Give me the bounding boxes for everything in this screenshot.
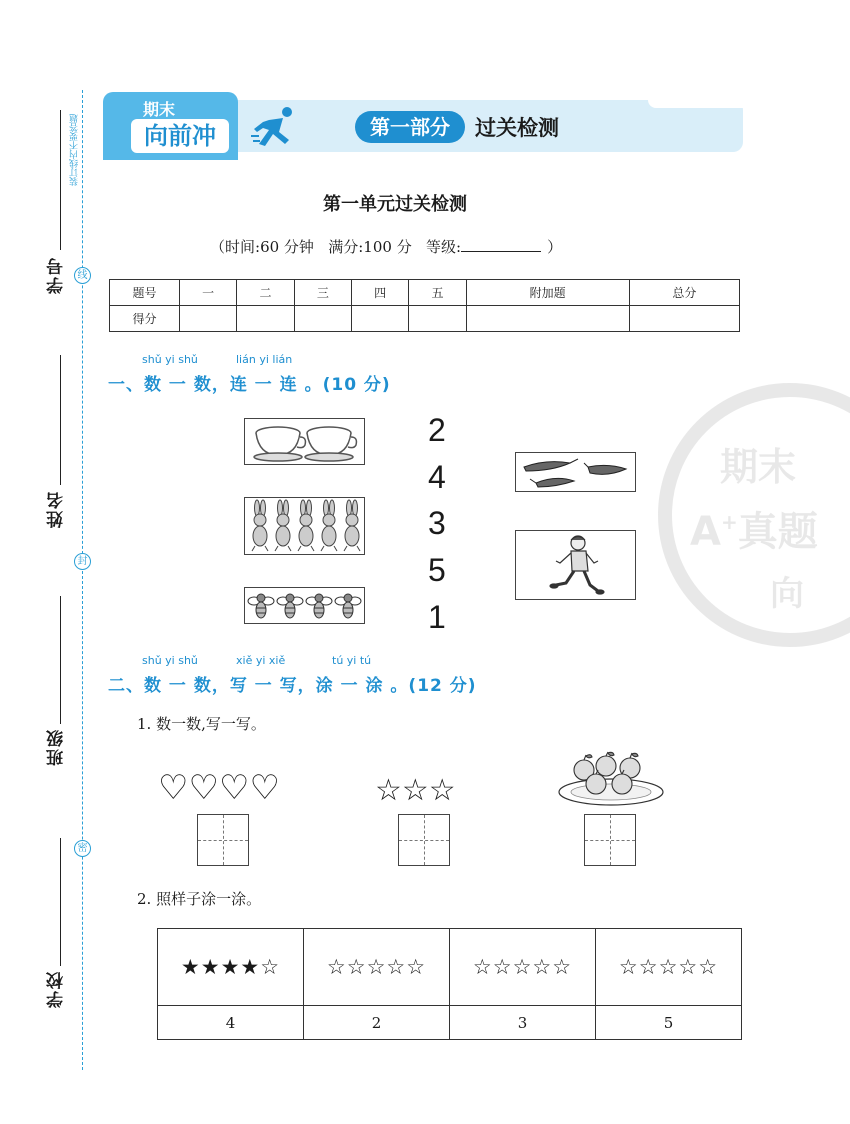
page-title: 第一单元过关检测 [323,194,467,215]
watermark-text: 向 [770,574,804,614]
apples-plate-picture [556,752,666,808]
answer-box[interactable] [197,814,249,866]
example-stars: ★★★★☆ [158,929,304,1006]
banner-title: 过关检测 [475,116,559,140]
score-cell[interactable] [237,306,294,332]
pinyin-annotation: tú yi tú [332,654,372,667]
score-cell[interactable] [294,306,351,332]
stars-picture: ☆☆☆ [375,773,456,808]
header-banner [103,92,743,160]
number-option[interactable]: 5 [428,552,446,588]
score-cell[interactable] [409,306,466,332]
score-table [109,279,740,332]
seal-mark: 线 [74,267,91,284]
rabbits-picture[interactable] [244,497,365,555]
pinyin-annotation: shǔ yi shǔ [142,654,198,667]
class-label: 班级 [47,728,67,766]
table-row: 4 2 3 5 [158,1006,742,1040]
pinyin-annotation: lián yi lián [236,353,293,366]
name-line [60,355,61,485]
grade-blank[interactable] [461,251,541,252]
table-row: 题号 一 二 三 四 五 附加题 总分 [110,280,740,306]
school-label: 学校 [47,970,67,1008]
paint-stars[interactable]: ☆☆☆☆☆ [304,929,450,1006]
banner-tab [103,92,238,160]
school-line [60,838,61,966]
table-row: 得分 [110,306,740,332]
paint-stars[interactable]: ☆☆☆☆☆ [596,929,742,1006]
score-cell[interactable] [629,306,739,332]
seal-mark: 封 [74,553,91,570]
banner-tab-main: 向前冲 [131,119,229,153]
pinyin-annotation: shǔ yi shǔ [142,353,198,366]
number-option[interactable]: 4 [428,459,446,495]
student-number-label: 学号 [47,256,67,294]
runner-icon [251,106,299,150]
answer-box[interactable] [398,814,450,866]
question-2: 2. 照样子涂一涂。 [137,890,262,908]
name-label: 姓名 [47,490,67,528]
table-row [158,929,742,1006]
pinyin-annotation: xiě yi xiě [236,654,286,667]
score-cell[interactable] [466,306,629,332]
number-option[interactable]: 1 [428,599,446,635]
watermark-logo [650,385,850,645]
running-boy-picture[interactable] [515,530,636,600]
paint-stars[interactable]: ☆☆☆☆☆ [450,929,596,1006]
number-option[interactable]: 2 [428,412,446,448]
watermark-text: 期末 [720,445,797,489]
peppers-picture[interactable] [515,452,636,492]
full-score-info: 满分:100 分 [328,238,412,256]
exam-meta: （时间:60 分钟 满分:100 分 等级: ） [210,238,563,256]
binding-dashed-line [82,90,83,1070]
student-number-line [60,110,61,250]
section1-title: 一、数 一 数，连 一 连 。(10 分) [108,375,391,395]
number-option[interactable]: 3 [428,505,446,541]
section2-title: 二、数 一 数，写 一 写，涂 一 涂 。(12 分) [108,676,477,696]
score-cell[interactable] [351,306,408,332]
part-pill: 第一部分 [355,111,465,143]
bees-picture[interactable] [244,587,365,624]
class-line [60,596,61,724]
question-1: 1. 数一数,写一写。 [137,715,266,733]
seal-mark: 密 [74,840,91,857]
time-info: 时间:60 分钟 [225,238,314,256]
binding-note: 装订线内不要答题 [68,90,82,210]
answer-box[interactable] [584,814,636,866]
svg-text:A+真题: A+真题 [690,509,818,555]
cups-picture[interactable] [244,418,365,465]
score-cell[interactable] [180,306,237,332]
hearts-picture: ♡♡♡♡ [158,768,280,808]
grade-label: 等级: [426,238,462,256]
banner-tab-top: 期末 [143,100,176,119]
paint-table [157,928,742,1040]
